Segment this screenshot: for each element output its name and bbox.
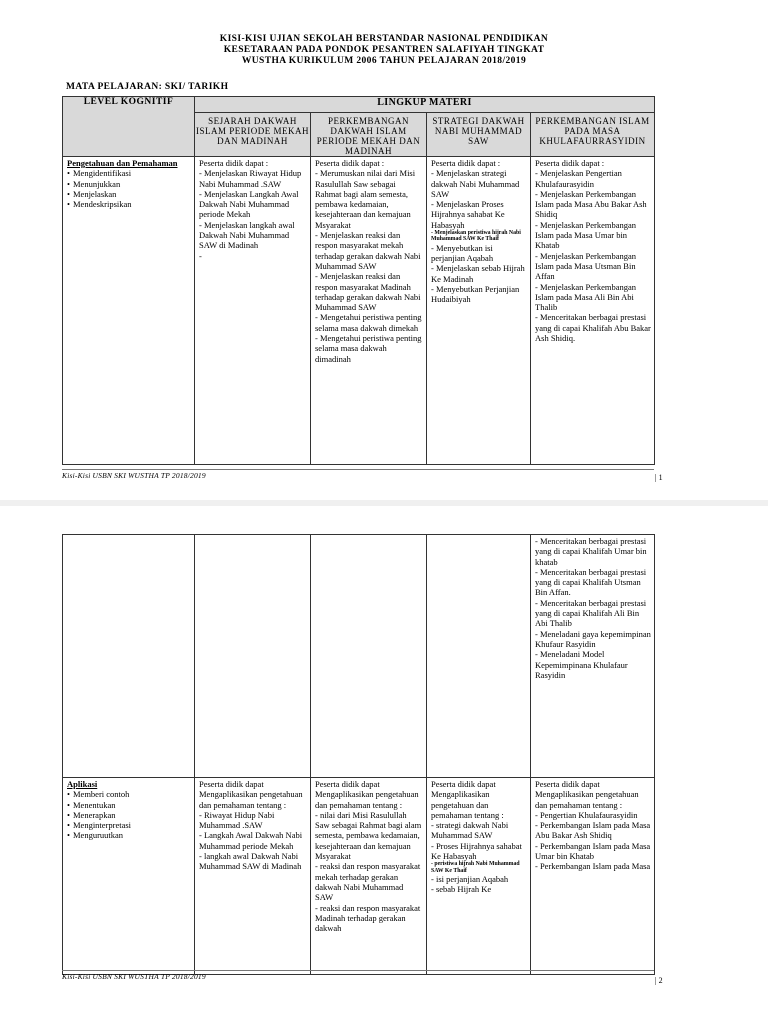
content-line: Peserta didik dapat : [199, 158, 269, 168]
content-line: - langkah awal Dakwah Nabi Muhammad SAW di Madinah [199, 851, 302, 872]
level-cell [63, 778, 194, 841]
level-title: Pengetahuan dan Pemahaman [67, 158, 178, 168]
column-header-3: STRATEGI DAKWAH NABI MUHAMMAD SAW [432, 116, 525, 146]
level-header-cell [63, 97, 195, 157]
content-line: - Merumuskan nilai dari Misi Rasulullah Saw sebagai Rahmat bagi alam semesta, pembawa kedamaian, kesejahteraan dan kemajuan Msyarakat [315, 168, 416, 230]
document-page-1 [0, 0, 768, 500]
content-line: - Perkembangan Islam pada Masa Abu Bakar Ash Shidiq [535, 820, 651, 841]
content-line: - Menjelaskan strategi dakwah Nabi Muhammad SAW [431, 168, 520, 199]
content-cell-col3 [427, 778, 530, 895]
content-line: - Menceritakan berbagai prestasi yang di capai Khalifah Umar bin khatab [535, 536, 647, 567]
content-line: - Menjelaskan Proses Hijrahnya sahabat Ke Habasyah [431, 199, 505, 230]
content-line: - Langkah Awal Dakwah Nabi Muhammad periode Mekah [199, 830, 303, 851]
content-line: - Proses Hijrahnya sahabat Ke Habasyah [431, 840, 522, 862]
page-footer: Kisi-Kisi USBN SKI WUSTHA TP 2018/2019 [62, 471, 206, 480]
page-number: | 2 [655, 976, 663, 985]
content-line: - Meneladani Model Kepemimpinana Khulafaur Rasyidin [535, 649, 628, 680]
content-line: Peserta didik dapat : [431, 158, 501, 168]
content-line-small: - Menjelaskan peristiwa hijrah Nabi Muhammad SAW Ke Thaif [431, 230, 521, 243]
column-header-1: SEJARAH DAKWAH ISLAM PERIODE MEKAH DAN MADINAH [196, 116, 309, 146]
content-line: - Pengertian Khulafaurasyidin [535, 809, 638, 820]
content-line: - nilai dari Misi Rasulullah Saw sebagai Rahmat bagi alam semesta, pembawa kedamaian, kesejahteraan dan kemajuan Msyarakat [315, 809, 422, 862]
content-line: - Mengetahui peristiwa penting selama masa dakwah dimadinah [315, 333, 422, 364]
page-footer: Kisi-Kisi USBN SKI WUSTHA TP 2018/2019 [62, 972, 206, 981]
level-item: • Menunjukkan [67, 179, 191, 189]
content-line: - Menjelaskan Perkembangan Islam pada Masa Umar bin Khatab [535, 219, 637, 251]
content-line: - isi perjanjian Aqabah [431, 874, 509, 885]
level-item: • Mengidentifikasi [67, 168, 191, 178]
level-item: • Menentukan [67, 800, 191, 810]
content-line: - Menjelaskan Perkembangan Islam pada Masa Abu Bakar Ash Shidiq [535, 188, 647, 220]
document-page-2 [0, 506, 768, 1024]
content-line: - [199, 250, 202, 261]
footer-divider [62, 469, 654, 470]
content-line: - Riwayat Hidup Nabi Muhammad .SAW [199, 809, 275, 831]
level-item: • Menginterpretasi [67, 820, 191, 830]
content-line: - Perkembangan Islam pada Masa Umar bin Khatab [535, 840, 651, 862]
content-line: - Menjelaskan Riwayat Hidup Nabi Muhammad .SAW [199, 168, 302, 189]
level-item: • Menguruutkan [67, 830, 191, 840]
scope-header: LINGKUP MATERI [195, 97, 655, 113]
content-line: - Menyebutkan Perjanjian Hudaibiyah [431, 284, 520, 305]
level-list [67, 789, 191, 840]
column-header-2: PERKEMBANGAN DAKWAH ISLAM PERIODE MEKAH DAN MADINAH [316, 116, 421, 156]
content-line: Peserta didik dapat Mengaplikasikan pengetahuan dan pemahaman tentang : [199, 779, 303, 810]
content-line: Peserta didik dapat : [535, 158, 605, 168]
content-line: - Menyebutkan isi perjanjian Aqabah [431, 242, 494, 264]
content-cell-col2 [311, 157, 426, 364]
content-line: Peserta didik dapat Mengaplikasikan pengetahuan dan pemahaman tentang : [315, 779, 419, 810]
content-line: - strategi dakwah Nabi Muhammad SAW [431, 820, 509, 841]
content-line: - Menjelaskan Perkembangan Islam pada Masa Utsman Bin Affan [535, 250, 637, 282]
level-item: • Mendeskripsikan [67, 199, 191, 209]
content-cell-col3 [427, 157, 530, 305]
level-item: • Memberi contoh [67, 789, 191, 799]
subject-label: MATA PELAJARAN: SKI/ TARIKH [66, 82, 229, 92]
content-cell-col4 [531, 778, 654, 872]
level-list [67, 168, 191, 209]
content-cell-col4-continued [531, 535, 654, 680]
content-line: - Menjelaskan reaksi dan respon masyarakat Madinah terhadap gerakan dakwah Nabi Muhammad SAW [315, 271, 421, 313]
content-line-small: - peristiwa hijrah Nabi Muhammad SAW Ke Thaif [431, 861, 520, 874]
content-cell-col1 [195, 157, 310, 261]
content-line: - Meneladani gaya kepemimpinan Khufaur Rasyidin [535, 628, 651, 649]
content-line: - reaksi dan respon masyarakat Madinah terhadap gerakan dakwah [315, 902, 421, 934]
content-line: Peserta didik dapat Mengaplikasikan pengetahuan dan pemahaman tentang : [535, 779, 639, 810]
level-cell [63, 157, 194, 209]
content-line: - Menceritakan berbagai prestasi yang di capai Khalifah Abu Bakar Ash Shidiq. [535, 312, 651, 344]
content-line: - sebab Hijrah Ke [431, 884, 492, 895]
content-line: - Menjelaskan Langkah Awal Dakwah Nabi Muhammad periode Mekah [199, 188, 299, 220]
content-line: - Menjelaskan sebab Hijrah Ke Madinah [431, 263, 525, 284]
page-number: | 1 [655, 473, 663, 482]
content-line: - Menjelaskan Pengertian Khulafaurasyidin [535, 168, 622, 189]
content-line: - Mengetahui peristiwa penting selama masa dakwah dimekah [315, 312, 422, 333]
level-title: Aplikasi [67, 779, 98, 789]
content-line: - Menjelaskan langkah awal Dakwah Nabi Muhammad SAW di Madinah [199, 219, 295, 251]
grid-table-page-2 [62, 534, 655, 975]
level-header: LEVEL KOGNITIF [83, 97, 174, 107]
level-item: • Menerapkan [67, 810, 191, 820]
grid-table-page-1 [62, 96, 655, 465]
content-line: - reaksi dan respon masyarakat mekah terhadap gerakan dakwah Nabi Muhammad SAW [315, 861, 421, 903]
content-line: - Menjelaskan reaksi dan respon masyarakat mekah terhadap gerakan dakwah Nabi Muhammad SAW [315, 230, 421, 271]
content-line: - Menjelaskan Perkembangan Islam pada Masa Ali Bin Abi Thalib [535, 281, 637, 313]
doc-title-line-3: WUSTHA KURIKULUM 2006 TAHUN PELAJARAN 2018/2019 [241, 56, 527, 66]
content-line: - Menceritakan berbagai prestasi yang di capai Khalifah Utsman Bin Affan. [535, 566, 647, 598]
doc-title-line-2: KESETARAAN PADA PONDOK PESANTREN SALAFIYAH TINGKAT [223, 45, 545, 55]
content-line: Peserta didik dapat : [315, 158, 385, 168]
content-cell-col1 [195, 778, 310, 872]
level-item: • Menjelaskan [67, 189, 191, 199]
content-cell-col4 [531, 157, 654, 343]
content-line: Peserta didik dapat Mengaplikasikan pengetahuan dan pemahaman tentang : [431, 779, 504, 820]
content-line: - Menceritakan berbagai prestasi yang di capai Khalifah Ali Bin Abi Thalib [535, 597, 647, 629]
content-cell-col2 [311, 778, 426, 933]
doc-title-line-1: KISI-KISI UJIAN SEKOLAH BERSTANDAR NASIONAL PENDIDIKAN [219, 34, 549, 44]
footer-divider [62, 970, 654, 971]
content-line: - Perkembangan Islam pada Masa [535, 861, 651, 872]
column-header-4: PERKEMBANGAN ISLAM PADA MASA KHULAFAURRASYIDIN [535, 116, 650, 146]
